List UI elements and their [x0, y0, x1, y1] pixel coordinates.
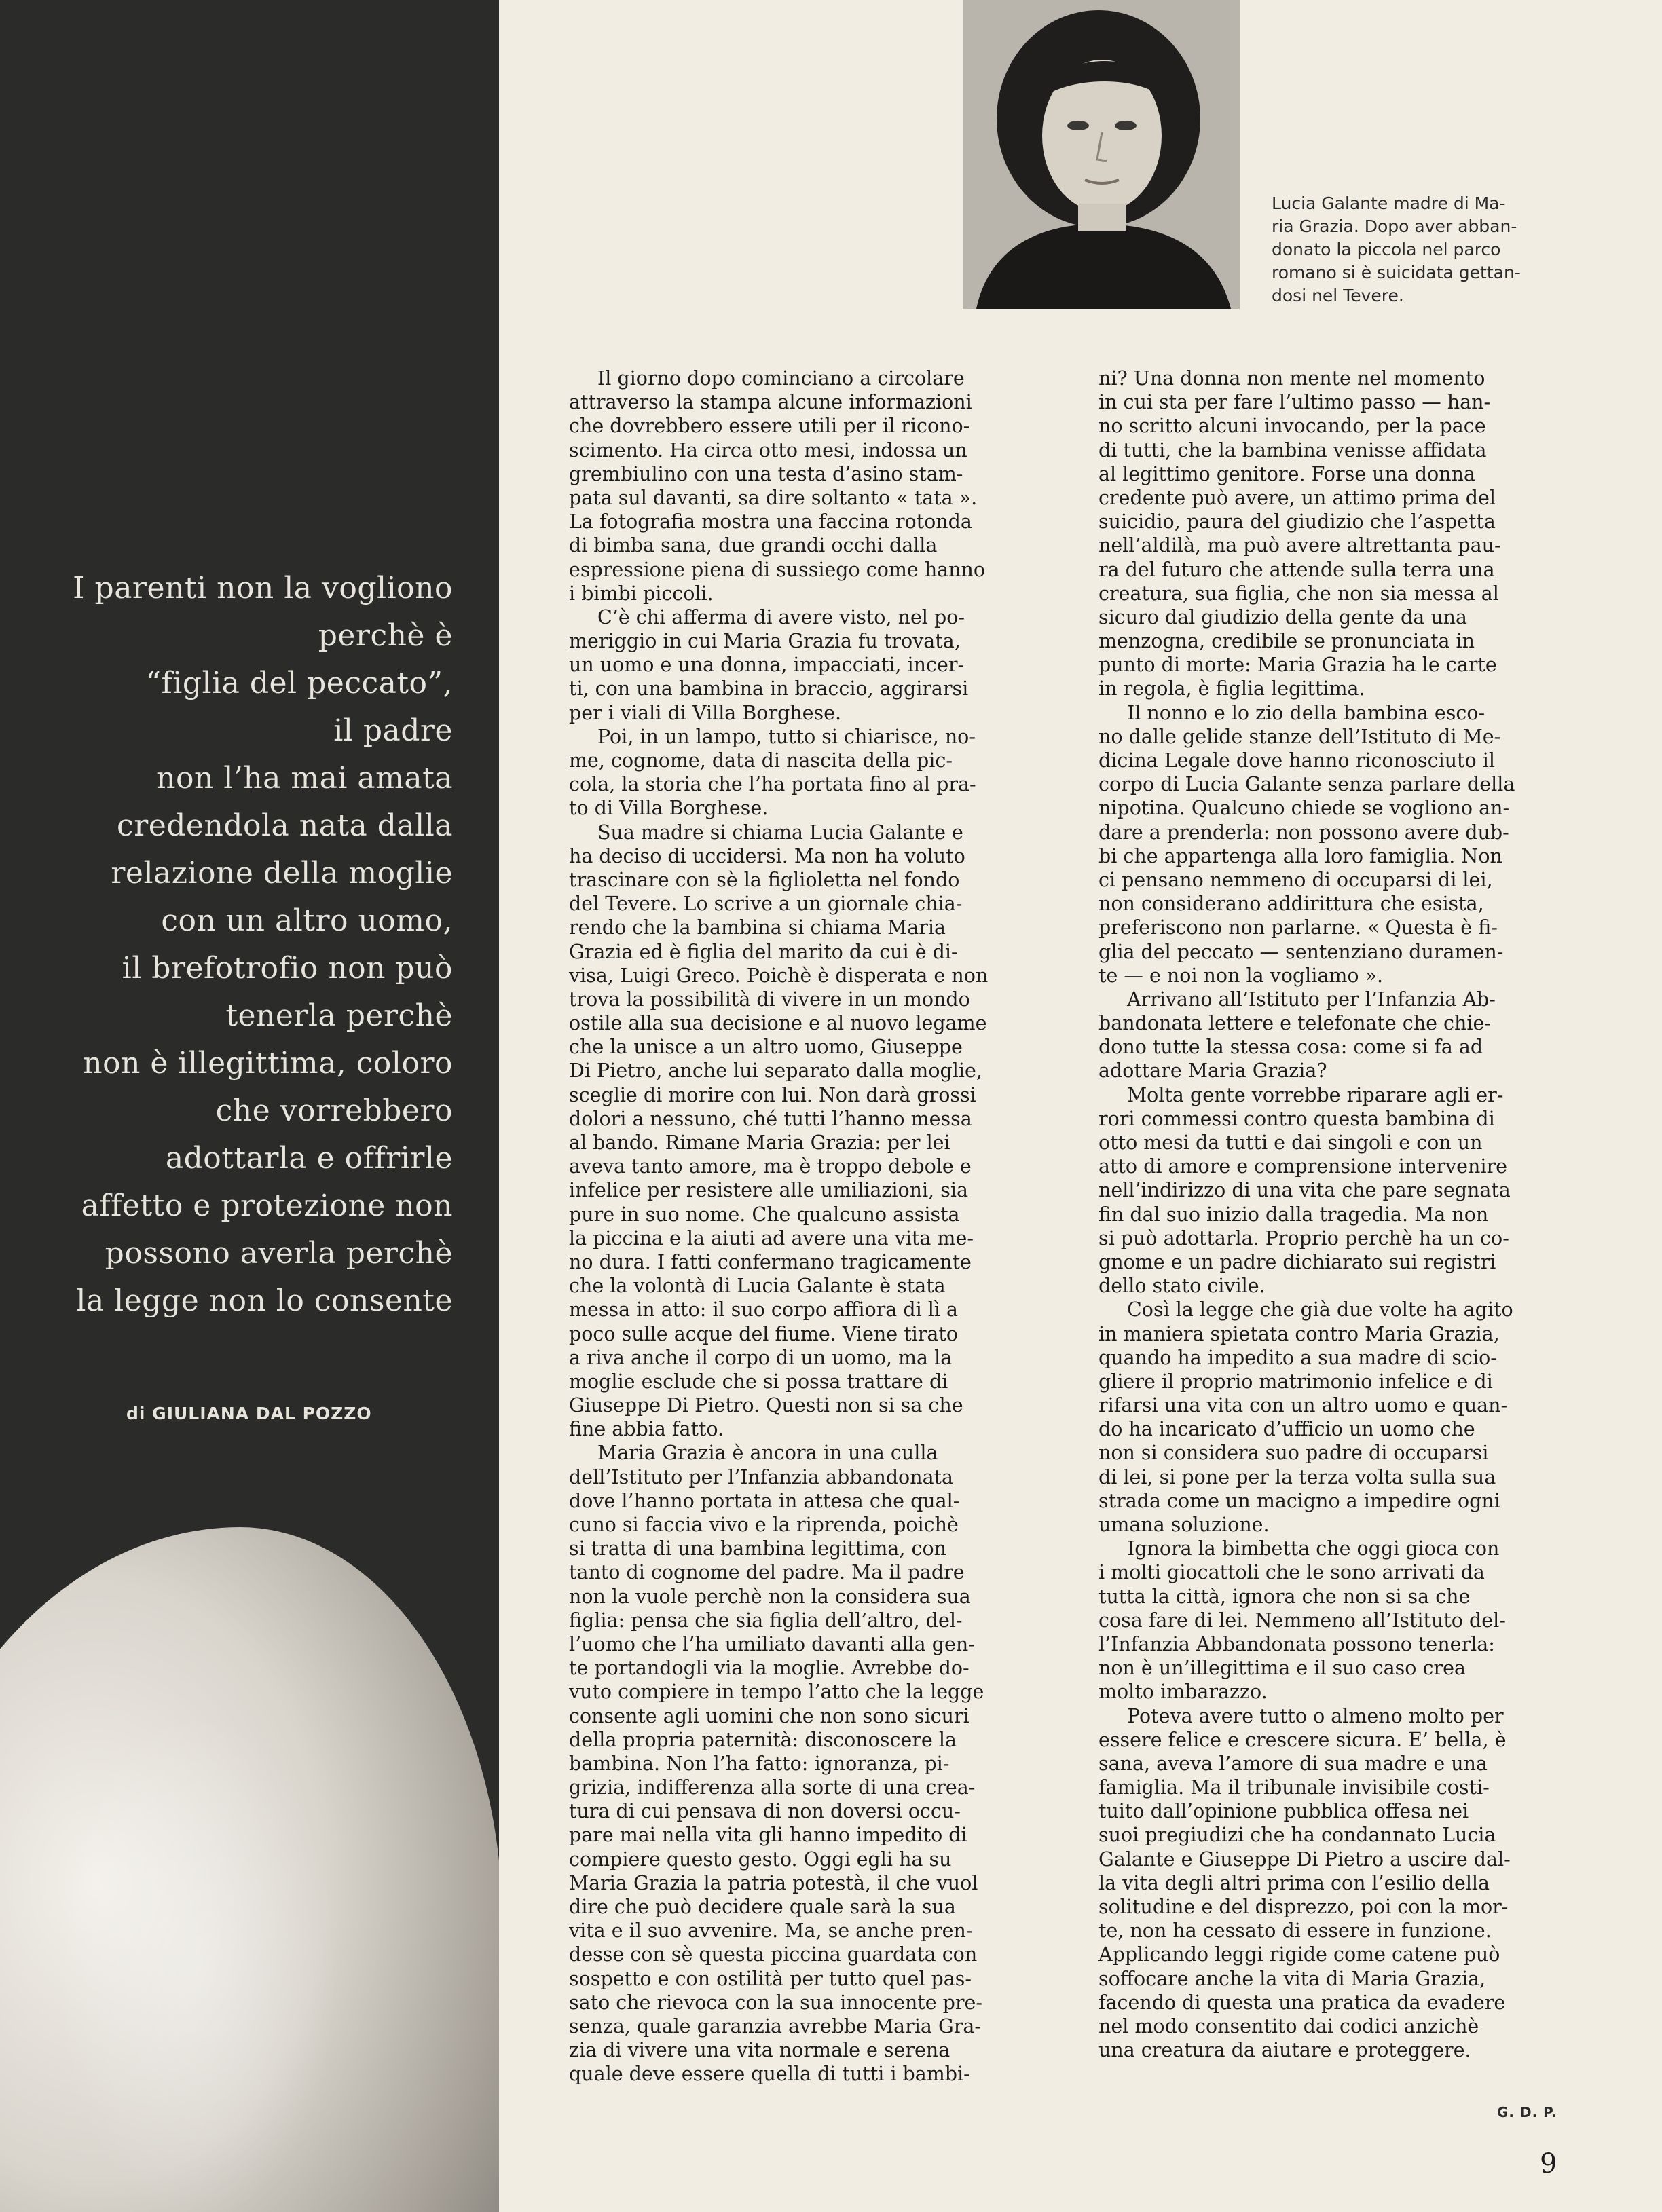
photo-highlight — [54, 1710, 339, 2212]
article-line: al bando. Rimane Maria Grazia: per lei — [569, 1131, 950, 1154]
article-line: trova la possibilità di vivere in un mondo — [569, 988, 970, 1011]
article-line: quando ha impedito a sua madre di scio- — [1098, 1346, 1497, 1369]
article-line: rifarsi una vita con un altro uomo e quan- — [1098, 1394, 1508, 1417]
pull-quote-line: adottarla e offrirle — [165, 1141, 453, 1176]
article-line: l’Infanzia Abbandonata possono tenerla: — [1098, 1632, 1495, 1655]
article-line: grizia, indifferenza alla sorte di una crea- — [569, 1776, 976, 1799]
article-line: fine abbia fatto. — [569, 1418, 724, 1441]
article-line: scimento. Ha circa otto mesi, indossa un — [569, 438, 967, 462]
article-line: un uomo e una donna, impacciati, incer- — [569, 654, 965, 677]
article-line: tura di cui pensava di non doversi occu- — [569, 1800, 961, 1823]
pull-quote-line: la legge non lo consente — [76, 1283, 453, 1318]
article-line: Molta gente vorrebbe riparare agli er- — [1127, 1083, 1504, 1106]
article-line: preferiscono non parlarne. « Questa è fi- — [1098, 916, 1498, 939]
pull-quote-line: con un altro uomo, — [161, 903, 453, 938]
article-line: che dovrebbero essere utili per il ricono- — [569, 415, 970, 438]
article-line: nipotina. Qualcuno chiede se vogliono an- — [1098, 797, 1510, 820]
article-line: non si considera suo padre di occuparsi — [1098, 1442, 1489, 1465]
article-line: essere felice e crescere sicura. E’ bella, è — [1098, 1728, 1507, 1751]
article-line: per i viali di Villa Borghese. — [569, 701, 842, 724]
article-line: espressione piena di sussiego come hanno — [569, 558, 986, 581]
article-line: vita e il suo avvenire. Ma, se anche pren- — [569, 1919, 973, 1943]
article-line: nel modo consentito dai codici anzichè — [1098, 2014, 1479, 2038]
article-line: messa in atto: il suo corpo affiora di lì a — [569, 1298, 959, 1321]
article-line: ha deciso di uccidersi. Ma non ha voluto — [569, 844, 965, 867]
pull-quote-line: credendola nata dalla — [117, 808, 453, 843]
article-line: fin dal suo inizio dalla tragedia. Ma non — [1098, 1203, 1489, 1226]
article-line: adottare Maria Grazia? — [1098, 1060, 1327, 1083]
article-line: Maria Grazia la patria potestà, il che vuol — [569, 1871, 978, 1894]
article-line: a riva anche il corpo di un uomo, ma la — [569, 1346, 953, 1369]
article-line: credente può avere, un attimo prima del — [1098, 486, 1496, 509]
article-line: di lei, si pone per la terza volta sulla sua — [1098, 1465, 1496, 1488]
article-line: non è un’illegittima e il suo caso crea — [1098, 1657, 1466, 1680]
article-line: molto imbarazzo. — [1098, 1681, 1268, 1704]
article-line: Galante e Giuseppe Di Pietro a uscire dal- — [1098, 1848, 1511, 1871]
article-line: te — e noi non la vogliamo ». — [1098, 964, 1384, 987]
article-line: pure in suo nome. Che qualcuno assista — [569, 1203, 960, 1226]
article-line: i bimbi piccoli. — [569, 582, 714, 605]
article-line: moglie esclude che si possa trattare di — [569, 1370, 948, 1393]
article-line: corpo di Lucia Galante senza parlare della — [1098, 773, 1515, 796]
article-line: gnome e un padre dichiarato sui registri — [1098, 1250, 1496, 1273]
article-line: compiere questo gesto. Oggi egli ha su — [569, 1848, 952, 1871]
article-line: infelice per resistere alle umiliazioni, sia — [569, 1179, 968, 1202]
caption-line: donato la piccola nel parco — [1272, 240, 1501, 259]
left-dark-panel — [0, 0, 499, 2212]
article-line: bambina. Non l’ha fatto: ignoranza, pi- — [569, 1752, 950, 1775]
article-line: Di Pietro, anche lui separato dalla moglie, — [569, 1060, 982, 1083]
article-line: facendo di questa una pratica da evadere — [1098, 1991, 1506, 2014]
pull-quote-line: il brefotrofio non può — [122, 951, 453, 986]
article-line: vuto compiere in tempo l’atto che la legge — [569, 1681, 984, 1704]
article-line: sceglie di morire con lui. Non darà grossi — [569, 1083, 976, 1106]
article-line: figlia: pensa che sia figlia dell’altro, del- — [569, 1609, 963, 1632]
article-line: umana soluzione. — [1098, 1514, 1270, 1536]
article-line: si tratta di una bambina legittima, con — [569, 1537, 947, 1560]
article-line: del Tevere. Lo scrive a un giornale chia- — [569, 893, 963, 916]
pull-quote-line: “figlia del peccato”, — [145, 666, 453, 700]
article-line: otto mesi da tutti e dai singoli e con un — [1098, 1131, 1483, 1154]
article-line: una creatura da aiutare e proteggere. — [1098, 2039, 1471, 2062]
article-line: pare mai nella vita gli hanno impedito di — [569, 1824, 967, 1847]
caption-line: ria Grazia. Dopo aver abban- — [1272, 217, 1517, 236]
article-column-2 — [1098, 367, 1560, 2062]
pull-quote — [18, 565, 453, 1325]
article-line: sato che rievoca con la sua innocente pre- — [569, 1991, 983, 2014]
photo-caption — [1272, 192, 1584, 307]
article-line: Giuseppe Di Pietro. Questi non si sa che — [569, 1394, 963, 1417]
article-line: della propria paternità: disconoscere la — [569, 1728, 957, 1751]
pull-quote-line: non è illegittima, coloro — [83, 1046, 453, 1081]
article-line: me, cognome, data di nascita della pic- — [569, 749, 953, 772]
pull-quote-line: affetto e protezione non — [81, 1188, 453, 1223]
article-line: ni? Una donna non mente nel momento — [1098, 367, 1485, 390]
article-line: quale deve essere quella di tutti i bambi- — [569, 2063, 970, 2086]
caption-line: Lucia Galante madre di Ma- — [1272, 193, 1506, 213]
article-line: in cui sta per fare l’ultimo passo — han- — [1098, 391, 1491, 414]
article-line: che la unisce a un altro uomo, Giuseppe — [569, 1036, 963, 1059]
author-initials: G. D. P. — [1497, 2104, 1557, 2120]
article-line: dicina Legale dove hanno riconosciuto il — [1098, 749, 1495, 772]
article-line: dolori a nessuno, ché tutti l’hanno messa — [569, 1107, 972, 1130]
article-line: non considerano addirittura che esista, — [1098, 893, 1484, 916]
article-line: cuno si faccia vivo e la riprenda, poichè — [569, 1514, 959, 1536]
article-line: bi che appartenga alla loro famiglia. Non — [1098, 844, 1502, 867]
article-line: tanto di cognome del padre. Ma il padre — [569, 1561, 965, 1584]
article-line: suicidio, paura del giudizio che l’aspetta — [1098, 510, 1496, 533]
article-line: dello stato civile. — [1098, 1275, 1266, 1298]
article-line: dove l’hanno portata in attesa che qual- — [569, 1489, 960, 1512]
byline: di GIULIANA DAL POZZO — [126, 1404, 372, 1423]
article-line: pata sul davanti, sa dire soltanto « tata ». — [569, 486, 978, 509]
pull-quote-line: tenerla perchè — [225, 998, 453, 1033]
article-line: che la volontà di Lucia Galante è stata — [569, 1275, 946, 1298]
article-line: dono tutte la stessa cosa: come si fa ad — [1098, 1036, 1483, 1059]
article-line: dare a prenderla: non possono avere dub- — [1098, 821, 1509, 844]
article-line: Il giorno dopo cominciano a circolare — [597, 367, 965, 390]
article-line: no dalle gelide stanze dell’Istituto di Me- — [1098, 725, 1501, 748]
article-line: C’è chi afferma di avere visto, nel po- — [597, 605, 965, 629]
article-line: atto di amore e comprensione intervenire — [1098, 1155, 1507, 1178]
article-line: dell’Istituto per l’Infanzia abbandonata — [569, 1465, 954, 1488]
pull-quote-line: possono averla perchè — [105, 1236, 453, 1271]
article-line: Ignora la bimbetta che oggi gioca con — [1127, 1537, 1500, 1560]
article-line: di bimba sana, due grandi occhi dalla — [569, 534, 938, 557]
article-line: La fotografia mostra una faccina rotonda — [569, 510, 972, 533]
article-line: in regola, è figlia legittima. — [1098, 677, 1365, 700]
article-line: rendo che la bambina si chiama Maria — [569, 916, 946, 939]
article-line: visa, Luigi Greco. Poichè è disperata e non — [569, 964, 989, 987]
article-line: tuito dall’opinione pubblica offesa nei — [1098, 1800, 1469, 1823]
portrait-photo — [963, 0, 1240, 309]
article-line: no scritto alcuni invocando, per la pace — [1098, 415, 1486, 438]
article-line: nell’aldilà, ma può avere altrettanta pau- — [1098, 534, 1501, 557]
article-line: cosa fare di lei. Nemmeno all’Istituto del- — [1098, 1609, 1506, 1632]
article-line: Poteva avere tutto o almeno molto per — [1127, 1704, 1504, 1727]
article-line: to di Villa Borghese. — [569, 797, 769, 820]
article-line: l’uomo che l’ha umiliato davanti alla gen- — [569, 1632, 975, 1655]
article-line: aveva tanto amore, ma è troppo debole e — [569, 1155, 972, 1178]
article-line: Il nonno e lo zio della bambina esco- — [1127, 701, 1485, 724]
article-line: consente agli uomini che non sono sicuri — [569, 1704, 970, 1727]
article-line: ci pensano nemmeno di occuparsi di lei, — [1098, 868, 1493, 891]
article-line: te, non ha cessato di essere in funzione. — [1098, 1919, 1492, 1943]
article-line: la vita degli altri prima con l’esilio della — [1098, 1871, 1490, 1894]
article-line: bandonata lettere e telefonate che chie- — [1098, 1012, 1491, 1035]
portrait-illustration — [963, 0, 1240, 309]
article-line: famiglia. Ma il tribunale invisibile costi- — [1098, 1776, 1490, 1799]
article-line: glia del peccato — sentenziano duramen- — [1098, 940, 1504, 963]
article-line: in maniera spietata contro Maria Grazia, — [1098, 1322, 1500, 1345]
article-line: meriggio in cui Maria Grazia fu trovata, — [569, 630, 961, 653]
article-line: i molti giocattoli che le sono arrivati da — [1098, 1561, 1485, 1584]
article-line: ra del futuro che attende sulla terra una — [1098, 558, 1495, 581]
article-line: solitudine e del disprezzo, poi con la mor- — [1098, 1896, 1509, 1918]
article-line: Sua madre si chiama Lucia Galante e — [597, 821, 963, 844]
article-line: Arrivano all’Istituto per l’Infanzia Ab- — [1127, 988, 1496, 1011]
article-line: Così la legge che già due volte ha agito — [1127, 1298, 1513, 1321]
article-line: si può adottarla. Proprio perchè ha un co- — [1098, 1226, 1509, 1250]
article-line: non la vuole perchè non la considera sua — [569, 1585, 971, 1608]
article-line: Applicando leggi rigide come catene può — [1098, 1943, 1500, 1966]
article-line: no dura. I fatti confermano tragicamente — [569, 1250, 972, 1273]
pull-quote-line: I parenti non la vogliono — [73, 571, 453, 605]
article-line: menzogna, credibile se pronunciata in — [1098, 630, 1475, 653]
article-line: sospetto e con ostilità per tutto quel pas- — [569, 1967, 972, 1990]
article-line: te portandogli via la moglie. Avrebbe do- — [569, 1657, 970, 1680]
article-line: ti, con una bambina in braccio, aggirarsi — [569, 677, 969, 700]
pull-quote-line: il padre — [333, 713, 453, 748]
article-line: creatura, sua figlia, che non sia messa al — [1098, 582, 1499, 605]
article-line: Poi, in un lampo, tutto si chiarisce, no- — [597, 725, 976, 748]
page-number: 9 — [1540, 2148, 1557, 2179]
article-line: Maria Grazia è ancora in una culla — [597, 1442, 938, 1465]
article-line: rori commessi contro questa bambina di — [1098, 1107, 1495, 1130]
article-line: cola, la storia che l’ha portata fino al pra- — [569, 773, 976, 796]
pull-quote-line: non l’ha mai amata — [156, 761, 453, 795]
article-line: punto di morte: Maria Grazia ha le carte — [1098, 654, 1497, 677]
article-line: al legittimo genitore. Forse una donna — [1098, 462, 1475, 485]
caption-line: dosi nel Tevere. — [1272, 286, 1404, 305]
article-line: tutta la città, ignora che non si sa che — [1098, 1585, 1471, 1608]
pull-quote-line: perchè è — [318, 618, 453, 653]
article-line: strada come un macigno a impedire ogni — [1098, 1489, 1500, 1512]
article-line: grembiulino con una testa d’asino stam- — [569, 462, 963, 485]
article-line: soffocare anche la vita di Maria Grazia, — [1098, 1967, 1486, 1990]
article-line: poco sulle acque del fiume. Viene tirato — [569, 1322, 958, 1345]
article-line: gliere il proprio matrimonio infelice e di — [1098, 1370, 1493, 1393]
article-line: attraverso la stampa alcune informazioni — [569, 391, 972, 414]
article-line: zia di vivere una vita normale e serena — [569, 2039, 950, 2062]
article-line: senza, quale garanzia avrebbe Maria Gra- — [569, 2014, 981, 2038]
article-line: Grazia ed è figlia del marito da cui è di- — [569, 940, 958, 963]
article-line: dire che può decidere quale sarà la sua — [569, 1896, 956, 1918]
article-line: suoi pregiudizi che ha condannato Lucia — [1098, 1824, 1496, 1847]
article-line: desse con sè questa piccina guardata con — [569, 1943, 978, 1966]
article-line: ostile alla sua decisione e al nuovo legame — [569, 1012, 987, 1035]
article-line: di tutti, che la bambina venisse affidata — [1098, 438, 1487, 462]
article-line: sana, aveva l’amore di sua madre e una — [1098, 1752, 1488, 1775]
caption-line: romano si è suicidata gettan- — [1272, 263, 1521, 282]
pull-quote-line: che vorrebbero — [215, 1093, 453, 1128]
article-line: sicuro dal giudizio della gente da una — [1098, 605, 1467, 629]
article-line: nell’indirizzo di una vita che pare segnata — [1098, 1179, 1511, 1202]
article-line: la piccina e la aiuti ad avere una vita me- — [569, 1226, 974, 1250]
article-line: do ha incaricato d’ufficio un uomo che — [1098, 1418, 1475, 1441]
article-line: trascinare con sè la figlioletta nel fondo — [569, 868, 960, 891]
article-column-1 — [569, 367, 1031, 2086]
pull-quote-line: relazione della moglie — [111, 856, 453, 891]
